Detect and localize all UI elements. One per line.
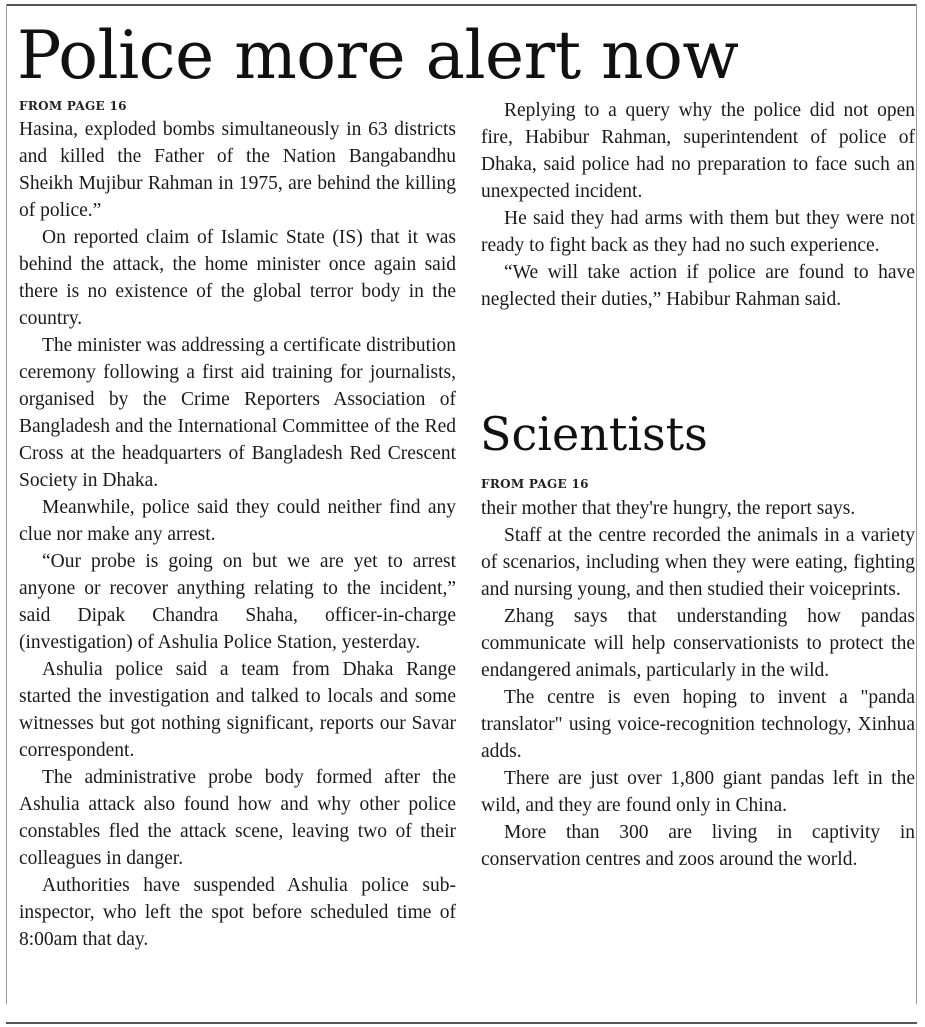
paragraph: Hasina, exploded bombs simultaneously in 63 districts and killed the Father of the Nation Bangabandhu Sheikh Mujibur Rahman in 1975, are behind the killing of police.” [19,119,456,221]
paragraph: Replying to a query why the police did not open fire, Habibur Rahman, superintendent of police of Dhaka, said police had no preparation to face such an unexpected incident. [481,100,915,202]
paragraph: “We will take action if police are found to have neglected their duties,” Habibur Rahman said. [481,262,915,310]
paragraph: The minister was addressing a certificate distribution ceremony following a first aid training for journalists, organised by the Crime Reporters Association of Bangladesh and the International Committee of the Red Cross at the headquarters of Bangladesh Red Crescent Society in Dhaka. [19,335,456,491]
paragraph: Ashulia police said a team from Dhaka Range started the investigation and talked to locals and some witnesses but got nothing significant, reports our Savar correspondent. [19,659,456,761]
paragraph: He said they had arms with them but they were not ready to fight back as they had no such experience. [481,208,915,256]
article-headline: Police more alert now [17,17,739,94]
paragraph: The administrative probe body formed after the Ashulia attack also found how and why other police constables fled the attack scene, leaving two of their colleagues in danger. [19,767,456,869]
paragraph: Staff at the centre recorded the animals in a variety of scenarios, including when they were eating, fighting and nursing young, and then studied their voiceprints. [481,525,915,600]
bottom-rule [6,1022,917,1024]
paragraph: On reported claim of Islamic State (IS) that it was behind the attack, the home minister once again said there is no existence of the global terror body in the country. [19,227,456,329]
paragraph: “Our probe is going on but we are yet to arrest anyone or recover anything relating to the incident,” said Dipak Chandra Shaha, officer-in-charge (investigation) of Ashulia Police Station, yesterday. [19,551,456,653]
from-page-label-2: FROM PAGE 16 [481,477,589,491]
right-column-continuation [481,97,915,313]
paragraph: Zhang says that understanding how pandas communicate will help conservationists to protect the endangered animals, particularly in the wild. [481,606,915,681]
paragraph: The centre is even hoping to invent a "panda translator" using voice-recognition technology, Xinhua adds. [481,687,915,762]
paragraph: Authorities have suspended Ashulia police sub-inspector, who left the spot before scheduled time of 8:00am that day. [19,875,456,950]
paragraph: Meanwhile, police said they could neither find any clue nor make any arrest. [19,497,456,545]
second-article-body [481,495,915,873]
paragraph: There are just over 1,800 giant pandas left in the wild, and they are found only in China. [481,768,915,816]
paragraph: More than 300 are living in captivity in conservation centres and zoos around the world. [481,822,915,870]
paragraph: their mother that they're hungry, the report says. [481,498,856,519]
second-article-headline: Scientists [480,407,708,461]
from-page-label: FROM PAGE 16 [19,99,127,113]
right-rule [916,4,917,1004]
left-rule [6,4,7,1004]
left-column [19,116,456,953]
top-rule [6,4,917,6]
